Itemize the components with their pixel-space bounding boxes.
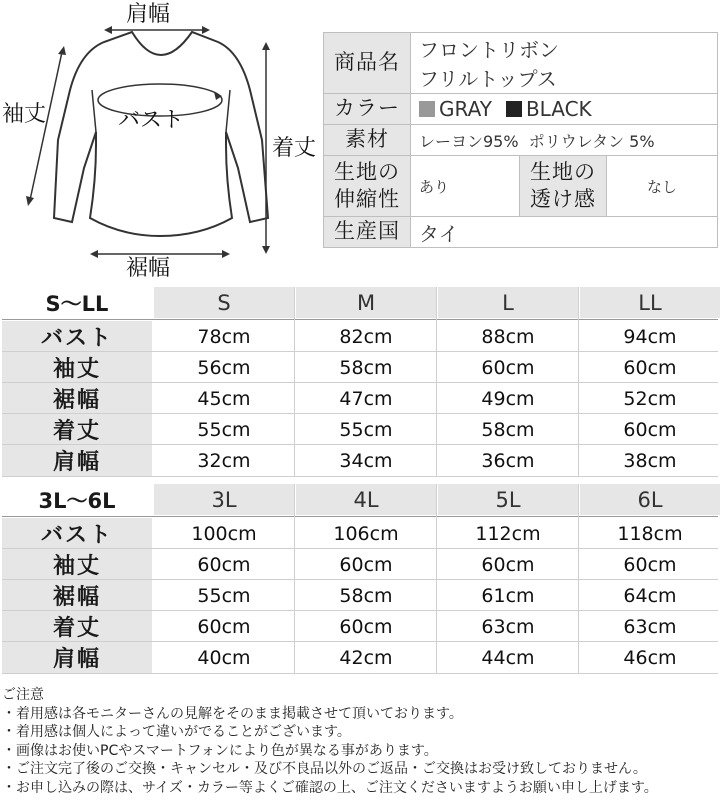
size-header-cell: 6L [580, 484, 720, 515]
size-range-title: 3L～6L [2, 484, 152, 515]
table-cell: 44cm [481, 646, 535, 669]
table-cell: 34cm [339, 449, 393, 472]
material-value: レーヨン95% ポリウレタン 5% [410, 124, 718, 156]
origin-label: 生産国 [323, 216, 411, 248]
table-row [2, 611, 718, 642]
table-row [2, 352, 718, 383]
note-item: ・お申し込みの際は、サイズ・カラー等よくご確認の上、ご注文くださいますようお願い申し上げます。 [2, 779, 658, 796]
notes-heading: ご注意 [2, 687, 44, 703]
table-row [2, 414, 718, 445]
row-label: 袖丈 [2, 352, 152, 383]
gray-swatch [419, 101, 435, 117]
size-header-cell: S [154, 287, 294, 318]
size-range-title: S～LL [2, 287, 152, 318]
product-name-label: 商品名 [323, 32, 411, 94]
size-header-cell: L [438, 287, 578, 318]
divider [436, 484, 437, 674]
table-cell: 118cm [617, 522, 683, 545]
table-row [2, 580, 718, 611]
product-info-table [323, 32, 718, 250]
table-cell: 58cm [481, 418, 535, 441]
table-cell: 100cm [191, 522, 257, 545]
divider [2, 351, 718, 352]
table-cell: 94cm [623, 325, 677, 348]
size-header-cell: 3L [154, 484, 294, 515]
color-label: カラー [323, 93, 411, 125]
row-label: 裾幅 [2, 383, 152, 414]
divider [294, 287, 295, 477]
sheer-label-line2: 透け感 [530, 187, 596, 211]
size-table-3l-6l [2, 484, 718, 674]
table-cell: 47cm [339, 387, 393, 410]
table-cell: 55cm [197, 418, 251, 441]
note-item: ・画像はお使いPCやスマートフォンにより色が異なる事があります。 [2, 742, 438, 759]
product-name-cell [410, 32, 718, 94]
table-cell: 52cm [623, 387, 677, 410]
note-item: ・着用感は個人によって違いがでることがございます。 [2, 724, 351, 740]
divider [2, 444, 718, 445]
table-cell: 40cm [197, 646, 251, 669]
table-cell: 60cm [339, 553, 393, 576]
table-cell: 60cm [197, 615, 251, 638]
divider [2, 319, 718, 320]
row-label: 袖丈 [2, 549, 152, 580]
divider [578, 287, 579, 477]
row-label: 着丈 [2, 414, 152, 445]
table-row [2, 445, 718, 476]
table-cell: 42cm [339, 646, 393, 669]
color-black: BLACK [525, 97, 592, 121]
table-cell: 60cm [481, 356, 535, 379]
table-cell: 112cm [475, 522, 541, 545]
table-cell: 88cm [481, 325, 535, 348]
size-table-s-ll [2, 287, 718, 477]
color-cell [410, 93, 718, 125]
table-cell: 63cm [481, 615, 535, 638]
table-cell: 60cm [623, 553, 677, 576]
table-cell: 56cm [197, 356, 251, 379]
divider [2, 641, 718, 642]
divider [2, 413, 718, 414]
black-swatch [506, 101, 522, 117]
table-cell: 60cm [197, 553, 251, 576]
table-row [2, 518, 718, 549]
table-cell: 46cm [623, 646, 677, 669]
origin-value: タイ [410, 216, 718, 248]
table-row [2, 642, 718, 673]
row-label: 肩幅 [2, 445, 152, 476]
divider [2, 476, 718, 477]
stretch-value: あり [410, 155, 520, 217]
table-cell: 60cm [481, 553, 535, 576]
shoulder-label: 肩幅 [126, 2, 171, 27]
table-row [2, 383, 718, 414]
size-header-cell: M [296, 287, 436, 318]
product-name-line1: フロントリボン [419, 38, 559, 62]
stretch-label [323, 155, 411, 217]
divider [2, 516, 718, 517]
stretch-label-line1: 生地の [334, 159, 400, 184]
size-header-row [2, 287, 718, 318]
sleeve-label: 袖丈 [2, 102, 47, 127]
table-cell: 78cm [197, 325, 251, 348]
table-cell: 60cm [623, 356, 677, 379]
table-cell: 60cm [623, 418, 677, 441]
divider [2, 382, 718, 383]
length-label: 着丈 [272, 136, 317, 161]
table-cell: 36cm [481, 449, 535, 472]
table-cell: 45cm [197, 387, 251, 410]
divider [436, 287, 437, 477]
notes-section [2, 686, 718, 797]
table-cell: 63cm [623, 615, 677, 638]
divider [2, 579, 718, 580]
table-cell: 55cm [339, 418, 393, 441]
garment-diagram [0, 0, 320, 285]
divider [578, 484, 579, 674]
hem-label: 裾幅 [126, 256, 171, 281]
table-cell: 58cm [339, 584, 393, 607]
table-cell: 64cm [623, 584, 677, 607]
note-item: ・着用感は各モニターさんの見解をそのまま掲載させて頂いております。 [2, 705, 463, 722]
size-header-cell: 5L [438, 484, 578, 515]
divider [2, 548, 718, 549]
bust-label: バスト [118, 108, 185, 133]
size-header-row [2, 484, 718, 515]
table-cell: 106cm [333, 522, 399, 545]
row-label: 肩幅 [2, 642, 152, 673]
row-label: バスト [2, 518, 152, 549]
table-row [2, 321, 718, 352]
size-header-cell: LL [580, 287, 720, 318]
row-label: バスト [2, 321, 152, 352]
row-label: 裾幅 [2, 580, 152, 611]
table-cell: 60cm [339, 615, 393, 638]
table-row [2, 549, 718, 580]
divider [2, 673, 718, 674]
note-item: ・ご注文完了後のご交換・キャンセル・及び不良品以外のご返品・ご交換はお受け致しておりません。 [2, 761, 647, 777]
stretch-label-line2: 伸縮性 [334, 187, 400, 211]
sheer-label-line1: 生地の [530, 159, 596, 184]
sheer-label [519, 155, 607, 217]
table-cell: 55cm [197, 584, 251, 607]
material-label: 素材 [323, 124, 411, 156]
table-cell: 32cm [197, 449, 251, 472]
divider [294, 484, 295, 674]
row-label: 着丈 [2, 611, 152, 642]
product-name-line2: フリルトップス [419, 67, 557, 91]
table-cell: 49cm [481, 387, 535, 410]
sheer-value: なし [606, 155, 718, 217]
table-cell: 38cm [623, 449, 677, 472]
divider [2, 610, 718, 611]
table-cell: 82cm [339, 325, 393, 348]
color-gray: GRAY [439, 97, 492, 121]
table-cell: 61cm [481, 584, 535, 607]
table-cell: 58cm [339, 356, 393, 379]
size-header-cell: 4L [296, 484, 436, 515]
